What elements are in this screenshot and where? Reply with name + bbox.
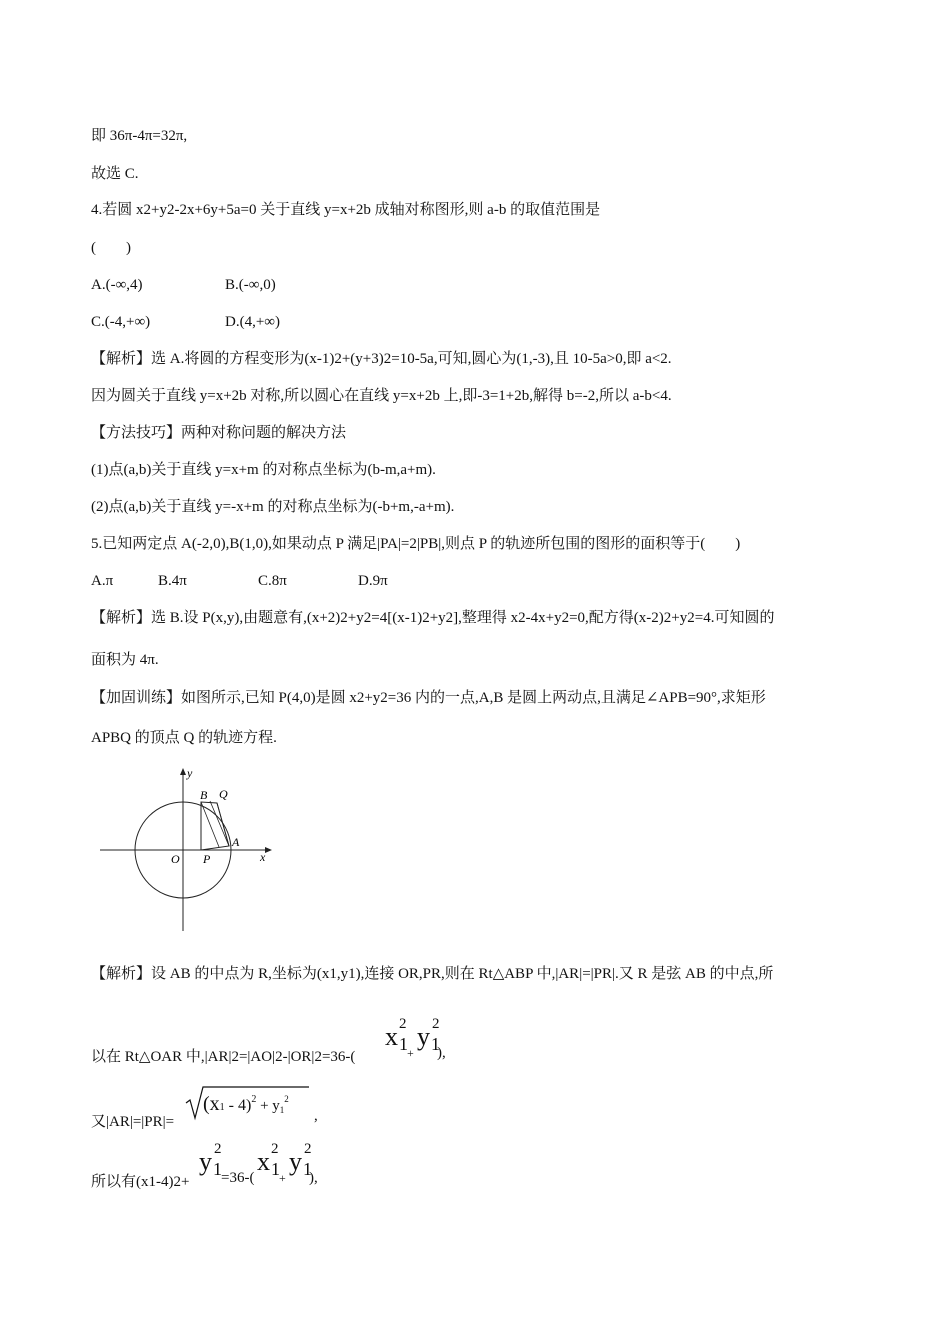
q5-option-c: C.8π xyxy=(258,573,287,589)
math-sub: 1 xyxy=(431,1034,440,1054)
question-4-paren: ( ) xyxy=(91,240,131,256)
fig-label-q: Q xyxy=(219,787,228,801)
math-sub: 1 xyxy=(399,1034,408,1054)
solution-line-4-mid: =36-( xyxy=(221,1170,255,1186)
text-line-choice: 故选 C. xyxy=(91,166,139,182)
question-4: 4.若圆 x2+y2-2x+6y+5a=0 关于直线 y=x+2b 成轴对称图形,则 a-b 的取值范围是 xyxy=(91,202,601,218)
q5-solution-line-2: 面积为 4π. xyxy=(91,652,159,668)
q4-option-a: A.(-∞,4) xyxy=(91,277,143,293)
formula-x1-squared xyxy=(385,1016,408,1054)
math-y: y xyxy=(199,1147,212,1176)
sqrt-sub-2: 1 xyxy=(279,1105,285,1115)
solution-line-3-text: 又|AR|=|PR|= xyxy=(91,1114,175,1130)
q4-option-d: D.(4,+∞) xyxy=(225,314,280,330)
method-tip-1: (1)点(a,b)关于直线 y=x+m 的对称点坐标为(b-m,a+m). xyxy=(91,462,436,478)
solution-line-2-close: ), xyxy=(437,1045,446,1061)
sqrt-sub: 1 xyxy=(219,1102,225,1113)
q5-option-a: A.π xyxy=(91,573,114,589)
solution-line-4-close: ), xyxy=(309,1170,318,1186)
math-x: x xyxy=(257,1147,270,1176)
math-plus: + xyxy=(407,1046,414,1060)
solution-line-1: 【解析】设 AB 的中点为 R,坐标为(x1,y1),连接 OR,PR,则在 Rt△ABP 中,|AR|=|PR|.又 R 是弦 AB 的中点,所 xyxy=(91,966,774,982)
formula-x1-squared-b xyxy=(257,1141,280,1179)
q4-solution-line-1: 【解析】选 A.将圆的方程变形为(x-1)2+(y+3)2=10-5a,可知,圆心为(1,-3),且 10-5a>0,即 a<2. xyxy=(91,351,672,367)
extra-training-line-1: 【加固训练】如图所示,已知 P(4,0)是圆 x2+y2=36 内的一点,A,B 是圆上两动点,且满足∠APB=90°,求矩形 xyxy=(91,690,766,706)
sqrt-open: (x xyxy=(203,1093,220,1115)
q5-solution-line-1: 【解析】选 B.设 P(x,y),由题意有,(x+2)2+y2=4[(x-1)2+y2],整理得 x2-4x+y2=0,配方得(x-2)2+y2=4.可知圆的 xyxy=(91,610,775,626)
formula-y1-squared-b xyxy=(199,1141,222,1179)
sqrt-sup-2: 2 xyxy=(284,1094,289,1104)
fig-label-x: x xyxy=(260,850,266,864)
math-sub: 1 xyxy=(213,1159,222,1179)
math-sub: 1 xyxy=(271,1159,280,1179)
q5-option-d: D.9π xyxy=(358,573,388,589)
math-y: y xyxy=(289,1147,302,1176)
math-y: y xyxy=(417,1022,430,1051)
sqrt-sup: 2 xyxy=(251,1094,257,1105)
circle-figure xyxy=(95,765,280,935)
q4-option-b: B.(-∞,0) xyxy=(225,277,276,293)
math-sub: 1 xyxy=(303,1159,312,1179)
math-sup: 2 xyxy=(399,1016,407,1032)
math-x: x xyxy=(385,1022,398,1051)
math-sup: 2 xyxy=(271,1141,279,1157)
formula-y1-squared xyxy=(417,1016,440,1054)
fig-label-a: A xyxy=(232,835,240,849)
math-plus: + xyxy=(279,1171,286,1185)
solution-line-4-text: 所以有(x1-4)2+ xyxy=(91,1174,190,1190)
sqrt-content xyxy=(203,1093,289,1116)
math-sup: 2 xyxy=(304,1141,312,1157)
text-line-result: 即 36π-4π=32π, xyxy=(91,128,188,144)
q4-solution-line-2: 因为圆关于直线 y=x+2b 对称,所以圆心在直线 y=x+2b 上,即-3=1+2b,解得 b=-2,所以 a-b<4. xyxy=(91,388,672,404)
fig-label-b: B xyxy=(200,788,208,802)
math-sup: 2 xyxy=(432,1016,440,1032)
q5-option-b: B.4π xyxy=(158,573,187,589)
sqrt-minus: - 4) xyxy=(224,1097,252,1114)
method-tip-title: 【方法技巧】两种对称问题的解决方法 xyxy=(91,425,347,441)
solution-line-3-comma: , xyxy=(314,1108,318,1124)
fig-label-p: P xyxy=(203,852,211,866)
formula-y1-squared-c xyxy=(289,1141,312,1179)
fig-label-y: y xyxy=(187,766,193,780)
sqrt-plus-y: + y xyxy=(256,1098,280,1114)
extra-training-line-2: APBQ 的顶点 Q 的轨迹方程. xyxy=(91,730,277,746)
math-sup: 2 xyxy=(214,1141,222,1157)
fig-label-o: O xyxy=(171,852,180,866)
question-5: 5.已知两定点 A(-2,0),B(1,0),如果动点 P 满足|PA|=2|PB|,则点 P 的轨迹所包围的图形的面积等于( ) xyxy=(91,536,741,552)
q4-option-c: C.(-4,+∞) xyxy=(91,314,151,330)
solution-line-2-text: 以在 Rt△OAR 中,|AR|2=|AO|2-|OR|2=36-( xyxy=(91,1049,356,1065)
method-tip-2: (2)点(a,b)关于直线 y=-x+m 的对称点坐标为(-b+m,-a+m). xyxy=(91,499,455,515)
